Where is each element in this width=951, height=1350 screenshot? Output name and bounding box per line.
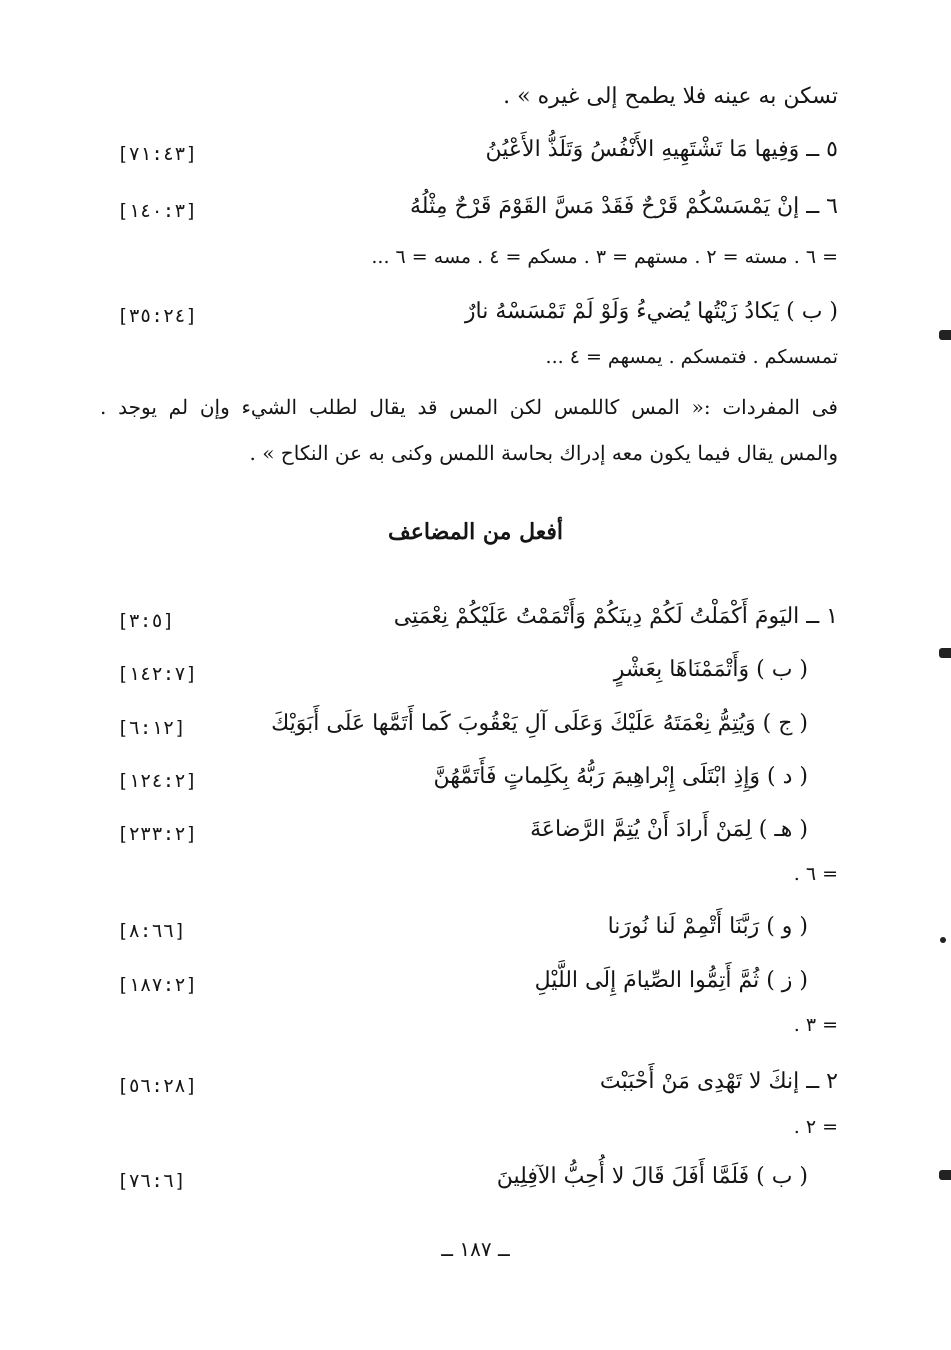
count-line: = ٦ . [793, 863, 838, 885]
scan-speck [940, 937, 946, 943]
verse-reference: [١٤٠:٣] [117, 200, 198, 222]
verse-line: ( ز ) ثُمَّ أَتِمُّوا الصِّيامَ إِلَى اللَّيْلِ [534, 968, 808, 993]
verse-reference: [٣٥:٢٤] [117, 305, 198, 327]
verse-line: ٢ ــ إنكَ لا تَهْدِى مَنْ أَحْبَبْتَ [599, 1069, 838, 1094]
verse-reference: [١٢٤:٢] [117, 770, 198, 792]
verse-line: ( و ) رَبَّنَا أَتْمِمْ لَنا نُورَنا [607, 914, 808, 939]
verse-line: ( ب ) يَكادُ زَيْتُها يُضيءُ وَلَوْ لَمْ تَمْسَسْهُ نارٌ [464, 299, 838, 324]
verse-reference: [٣:٥] [117, 610, 175, 632]
count-line: تمسسكم . فتمسكم . يمسهم = ٤ ... [545, 346, 838, 368]
count-line: = ٣ . [793, 1014, 838, 1036]
section-heading: أفعل من المضاعف [388, 519, 563, 545]
count-line: = ٦ . مسته = ٢ . مستهم = ٣ . مسكم = ٤ . مسه = ٦ ... [371, 246, 838, 268]
verse-line: ٦ ــ إنْ يَمْسَسْكُمْ قَرْحٌ فَقَدْ مَسَّ القَوْمَ قَرْحٌ مِثْلُهُ [410, 194, 838, 219]
page-number: ــ ١٨٧ ــ [441, 1237, 510, 1261]
paragraph-line: والمس يقال فيما يكون معه إدراك بحاسة اللمس وكنى به عن النكاح » . [249, 441, 838, 465]
verse-line: ١ ــ اليَومَ أَكْمَلْتُ لَكُمْ دِينَكُمْ وَأَتْمَمْتُ عَلَيْكُمْ نِعْمَتِى [393, 604, 838, 629]
text-line: تسكن به عينه فلا يطمح إلى غيره » . [503, 84, 838, 109]
verse-line: ( هـ ) لِمَنْ أَرادَ أَنْ يُتِمَّ الرَّضاعَةَ [530, 817, 808, 842]
scan-mark [939, 1170, 951, 1180]
verse-reference: [٥٦:٢٨] [117, 1075, 198, 1097]
verse-reference: [٨:٦٦] [117, 920, 186, 942]
scan-mark [939, 648, 951, 658]
verse-line: ٥ ــ وَفِيها مَا تَشْتَهِيهِ الأَنْفُسُ وَتَلَذُّ الأَعْيُنُ [485, 137, 838, 162]
verse-line: ( ب ) وَأَتْمَمْنَاهَا بِعَشْرٍ [613, 657, 808, 682]
verse-line: ( د ) وَإِذِ ابْتَلَى إِبْراهِيمَ رَبُّهُ بِكَلِماتٍ فَأَتَمَّهُنَّ [433, 764, 808, 789]
paragraph-line: فى المفردات :« المس كاللمس لكن المس قد يقال لطلب الشيء وإن لم يوجد . [100, 395, 838, 419]
scan-mark [939, 330, 951, 340]
verse-reference: [١٨٧:٢] [117, 974, 198, 996]
count-line: = ٢ . [793, 1116, 838, 1138]
verse-reference: [٢٣٣:٢] [117, 823, 198, 845]
verse-line: ( ب ) فَلَمَّا أَفَلَ قَالَ لا أُحِبُّ الآفِلِينَ [496, 1164, 808, 1189]
verse-reference: [٧١:٤٣] [117, 143, 198, 165]
verse-reference: [٧٦:٦] [117, 1170, 186, 1192]
verse-line: ( ج ) وَيُتِمُّ نِعْمَتَهُ عَلَيْكَ وَعَلَى آلِ يَعْقُوبَ كَما أَتَمَّها عَلَى أَبَوَيْكَ [271, 711, 808, 736]
verse-reference: [٦:١٢] [117, 717, 186, 739]
verse-reference: [١٤٢:٧] [117, 663, 198, 685]
